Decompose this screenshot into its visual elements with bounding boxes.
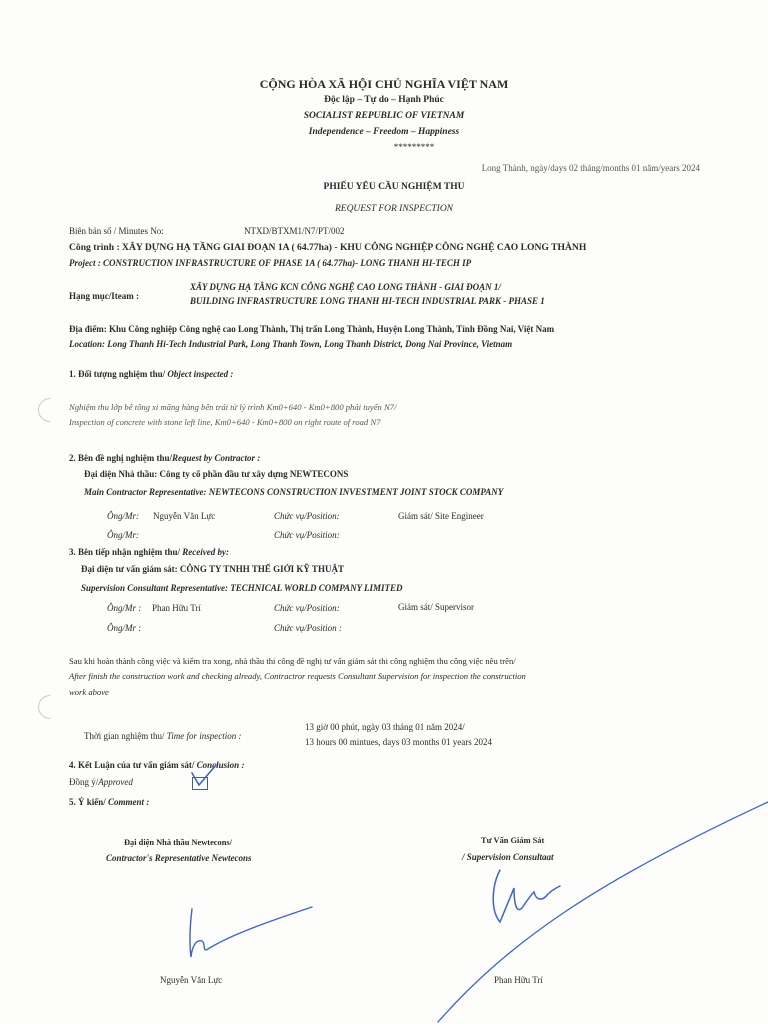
consultant-signature [430,790,768,1024]
title-en: REQUEST FOR INSPECTION [334,204,454,214]
country-name-vi: CỘNG HÒA XÃ HỘI CHỦ NGHĨA VIỆT NAM [259,77,509,91]
consultant-position-label: Chức vụ/Position: [274,603,340,613]
contractor-rep-en: Main Contractor Representative: NEWTECONS CONSTRUCTION INVESTMENT JOINT STOCK COMPANY [84,487,504,497]
project-vi: Công trình : XÂY DỰNG HẠ TẦNG GIAI ĐOẠN 1A ( 64.77ha) - KHU CÔNG NGHIỆP CÔNG NGHỆ CAO LONG THÀNH [69,242,587,253]
consultant-mr-label: Ông/Mr : [107,603,142,613]
consultant-signature-title-vi: Tư Vấn Giám Sát [481,836,545,845]
section3-heading: 3. Bên tiếp nhận nghiệm thu/ Received by: [69,547,229,557]
contractor-position-label: Chức vụ/Position: [274,511,340,521]
request-text-vi: Sau khi hoàn thành công việc và kiểm tra xong, nhà thầu thi công đề nghị tư vấn giám sát thi công nghiệm thu công việc nêu trên/ [69,656,516,666]
inspection-time-label: Thời gian nghiệm thu/ Time for inspection : [84,731,242,741]
consultant-signatory-name: Phan Hữu Trí [494,975,543,985]
location-en: Location: Long Thanh Hi-Tech Industrial Park, Long Thanh Town, Long Thanh District, Dong Nai Province, Vietnam [69,339,513,349]
contractor-position-value: Giám sát/ Site Engineer [398,511,484,521]
request-text-en-2: work above [69,687,109,697]
contractor-person-name: Nguyễn Văn Lực [153,511,216,521]
motto-vi: Độc lập – Tự do – Hạnh Phúc [324,95,444,105]
section5-heading: 5. Ý kiến/ Comment : [69,797,150,807]
object-inspected-vi: Nghiệm thu lớp bê tông xi măng hàng bên trái từ lý trình Km0+640 - Km0+800 phải tuyến N7/ [69,402,397,412]
contractor-mr-label: Ông/Mr: [107,511,139,521]
consultant-mr-label-2: Ông/Mr : [107,623,142,633]
consultant-rep-en: Supervision Consultant Representative: TECHNICAL WORLD COMPANY LIMITED [81,583,403,593]
contractor-signature-title-vi: Đại diện Nhà thầu Newtecons/ [124,838,232,847]
motto-en: Independence – Freedom – Happiness [308,127,460,137]
item-label: Hạng mục/Iteam : [69,291,139,301]
punch-hole-mark [33,393,67,427]
contractor-position-label-2: Chức vụ/Position: [274,530,340,540]
contractor-signature [180,895,320,965]
contractor-mr-label-2: Ông/Mr: [107,530,139,540]
contractor-rep-vi: Đại diện Nhà thầu: Công ty cổ phần đầu tư xây dựng NEWTECONS [84,469,349,479]
inspection-time-vi: 13 giờ 00 phút, ngày 03 tháng 01 năm 2024/ [305,722,465,732]
minutes-label: Biên bản số / Minutes No: [69,226,164,236]
minutes-value: NTXD/BTXM1/N7/PT/002 [244,226,345,236]
consultant-person-name: Phan Hữu Trí [152,603,201,613]
section1-heading: 1. Đối tượng nghiệm thu/ Object inspected : [69,369,234,379]
title-vi: PHIẾU YÊU CẦU NGHIỆM THU [323,182,465,192]
object-inspected-en: Inspection of concrete with stone left line, Km0+640 - Km0+800 on right route of road N7 [69,417,381,427]
consultant-position-label-2: Chức vụ/Position : [274,623,342,633]
punch-hole-mark [33,690,67,724]
item-vi: XÂY DỰNG HẠ TẦNG KCN CÔNG NGHỆ CAO LONG THÀNH - GIAI ĐOẠN 1/ [190,282,501,292]
request-text-en-1: After finish the construction work and checking already, Contractror requests Consultant Supervision for inspection the construction [69,671,526,681]
date-line: Long Thành, ngày/days 02 tháng/months 01 năm/years 2024 [481,163,700,173]
item-en: BUILDING INFRASTRUCTURE LONG THANH HI-TECH INDUSTRIAL PARK - PHASE 1 [190,296,545,306]
country-name-en: SOCIALIST REPUBLIC OF VIETNAM [303,111,465,121]
location-vi: Địa điểm: Khu Công nghiệp Công nghệ cao Long Thành, Thị trấn Long Thành, Huyện Long Thành, Tỉnh Đồng Nai, Việt Nam [69,324,555,334]
inspection-time-en: 13 hours 00 mintues, days 03 months 01 years 2024 [305,737,492,747]
project-en: Project : CONSTRUCTION INFRASTRUCTURE OF PHASE 1A ( 64.77ha)- LONG THANH HI-TECH IP [69,258,472,268]
contractor-signatory-name: Nguyễn Văn Lực [160,975,223,985]
approved-check-mark-icon [186,763,226,793]
approved-label: Đồng ý/Approved [69,777,133,787]
stars-divider: ********* [393,142,435,152]
consultant-position-value: Giám sát/ Supervisor [398,602,474,612]
contractor-signature-title-en: Contractor's Representative Newtecons [106,853,252,863]
consultant-rep-vi: Đại diện tư vấn giám sát: CÔNG TY TNHH THẾ GIỚI KỸ THUẬT [81,564,344,574]
section2-heading: 2. Bên đề nghị nghiệm thu/Request by Contractor : [69,453,261,463]
consultant-signature-title-en: / Supervision Consultaat [462,852,554,862]
section4-heading: 4. Kết Luận của tư vấn giám sát/ Conclusion : [69,760,245,770]
